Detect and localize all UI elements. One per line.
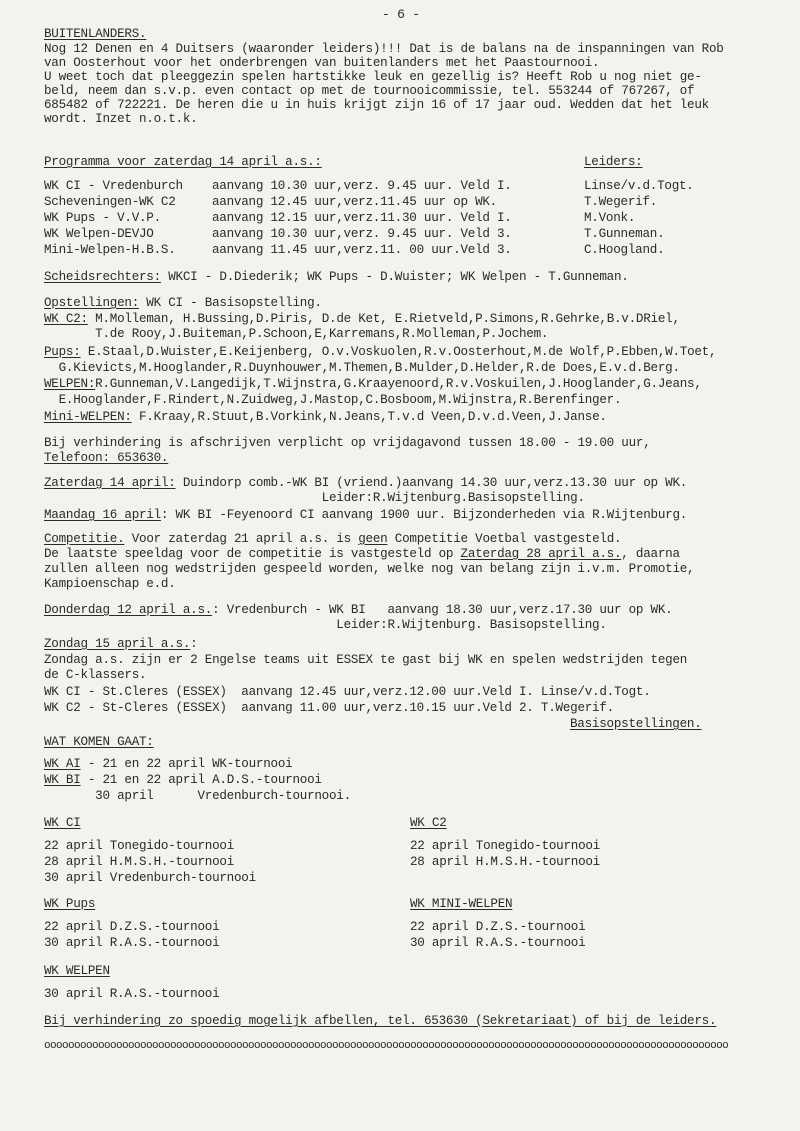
opstelling-c2: [44, 312, 680, 326]
basisopstellingen: Basisopstellingen.: [570, 717, 702, 731]
programma-team: Mini-Welpen-H.B.S.: [44, 243, 176, 257]
programma-team: WK CI - Vredenburch: [44, 179, 183, 193]
programma-time: aanvang 11.45 uur,verz.11. 00 uur.Veld 3.: [212, 243, 512, 257]
buitenlanders-line: Nog 12 Denen en 4 Duitsers (waaronder leiders)!!! Dat is de balans na de inspanningen van Rob: [44, 42, 724, 56]
programma-heading: Programma voor zaterdag 14 april a.s.:: [44, 155, 322, 169]
mini-players: F.Kraay,R.Stuut,B.Vorkink,N.Jeans,T.v.d Veen,D.v.d.Veen,J.Janse.: [131, 410, 607, 424]
maandag-line: [44, 508, 687, 522]
competitie-line: [44, 532, 621, 546]
leiders-heading: Leiders:: [584, 155, 643, 169]
c2-players: M.Molleman, H.Bussing,D.Piris, D.de Ket, E.Rietveld,P.Simons,R.Gehrke,B.v.DRiel,: [87, 312, 680, 326]
wk-bi-line: 30 april Vredenburch-tournooi.: [44, 789, 351, 803]
maandag-label: Maandag 16 april: [44, 508, 161, 522]
opstellingen-line: [44, 296, 322, 310]
programma-team: WK Welpen-DEVJO: [44, 227, 154, 241]
tournament-item: 30 april R.A.S.-tournooi: [44, 936, 220, 950]
zaterdag-text: Duindorp comb.-WK BI (vriend.)aanvang 14.30 uur,verz.13.30 uur op WK.: [175, 476, 688, 490]
telefoon: Telefoon: 653630.: [44, 451, 169, 465]
opstellingen-text: WK CI - Basisopstelling.: [139, 296, 322, 310]
zondag-line: WK C2 - St-Cleres (ESSEX) aanvang 11.00 uur,verz.10.15 uur.Veld 2. T.Wegerif.: [44, 701, 614, 715]
footer-note: Bij verhindering zo spoedig mogelijk afbellen, tel. 653630 (Sekretariaat) of bij de leiders.: [44, 1014, 717, 1028]
programma-team: Scheveningen-WK C2: [44, 195, 176, 209]
competitie-line: zullen alleen nog wedstrijden gespeeld worden, welke nog van belang zijn i.v.m. Promotie,: [44, 562, 695, 576]
competitie-date: Zaterdag 28 april a.s.: [460, 547, 622, 561]
buitenlanders-line: wordt. Inzet n.o.t.k.: [44, 112, 198, 126]
programma-time: aanvang 10.30 uur,verz. 9.45 uur. Veld 3.: [212, 227, 512, 241]
opstelling-pups: [44, 345, 716, 359]
maandag-text: : WK BI -Feyenoord CI aanvang 1900 uur. Bijzonderheden via R.Wijtenburg.: [160, 508, 688, 522]
c2-heading: WK C2: [410, 816, 447, 830]
buitenlanders-line: U weet toch dat pleeggezin spelen hartstikke leuk en gezellig is? Heeft Rob u nog niet ge-: [44, 70, 702, 84]
zondag-line: Zondag a.s. zijn er 2 Engelse teams uit ESSEX te gast bij WK en spelen wedstrijden tegen: [44, 653, 688, 667]
mini-heading: WK MINI-WELPEN: [410, 897, 513, 911]
mini-label: Mini-WELPEN:: [44, 410, 132, 424]
competitie-text: Voor zaterdag 21 april a.s. is: [124, 532, 359, 546]
programma-leader: T.Gunneman.: [584, 227, 665, 241]
programma-time: aanvang 12.45 uur,verz.11.45 uur op WK.: [212, 195, 497, 209]
competitie-text: , daarna: [621, 547, 680, 561]
zondag-colon: :: [190, 637, 198, 651]
verhindering-line: Bij verhindering is afschrijven verplicht op vrijdagavond tussen 18.00 - 19.00 uur,: [44, 436, 651, 450]
programma-team: WK Pups - V.V.P.: [44, 211, 161, 225]
zaterdag-line: [44, 476, 687, 490]
pups-players: E.Staal,D.Wuister,E.Keijenberg, O.v.Voskuolen,R.v.Oosterhout,M.de Wolf,P.Ebben,W.Toet,: [80, 345, 717, 359]
buitenlanders-heading: BUITENLANDERS.: [44, 27, 147, 41]
wat-komen-heading: WAT KOMEN GAAT:: [44, 735, 154, 749]
zaterdag-label: Zaterdag 14 april:: [44, 476, 176, 490]
ci-heading: WK CI: [44, 816, 81, 830]
tournament-item: 22 april D.Z.S.-tournooi: [410, 920, 586, 934]
opstelling-welpen: [44, 377, 702, 391]
donderdag-label: Donderdag 12 april a.s.: [44, 603, 213, 617]
welpen-players: E.Hooglander,F.Rindert,N.Zuidweg,J.Mastop,C.Bosboom,M.Wijnstra,R.Berenfinger.: [44, 393, 622, 407]
zondag-label: Zondag 15 april a.s.: [44, 637, 191, 651]
competitie-label: Competitie.: [44, 532, 125, 546]
tournament-item: 30 april Vredenburch-tournooi: [44, 871, 256, 885]
competitie-line: Kampioenschap e.d.: [44, 577, 176, 591]
scheidsrechters-line: [44, 270, 629, 284]
wk-bi-label: WK BI: [44, 773, 81, 787]
pups-label: Pups:: [44, 345, 81, 359]
zondag-heading: [44, 637, 197, 651]
welpen-players: R.Gunneman,V.Langedijk,T.Wijnstra,G.Kraayenoord,R.v.Voskuilen,J.Hooglander,G.Jeans,: [95, 377, 702, 391]
pups-players: G.Kievicts,M.Hooglander,R.Duynhouwer,M.Themen,B.Mulder,D.Helder,R.de Does,E.v.d.Berg.: [44, 361, 680, 375]
tournament-item: 28 april H.M.S.H.-tournooi: [44, 855, 234, 869]
wk-bi-line: [44, 773, 322, 787]
c2-label: WK C2:: [44, 312, 88, 326]
zondag-line: WK CI - St.Cleres (ESSEX) aanvang 12.45 uur,verz.12.00 uur.Veld I. Linse/v.d.Togt.: [44, 685, 651, 699]
buitenlanders-line: beld, neem dan s.v.p. even contact op met de tournooicommissie, tel. 553244 of 767267, of: [44, 84, 695, 98]
tournament-item: 28 april H.M.S.H.-tournooi: [410, 855, 600, 869]
programma-leader: T.Wegerif.: [584, 195, 658, 209]
wk-ai-text: - 21 en 22 april WK-tournooi: [80, 757, 293, 771]
opstelling-mini: [44, 410, 607, 424]
zaterdag-leider: Leider:R.Wijtenburg.Basisopstelling.: [44, 491, 585, 505]
c2-players: T.de Rooy,J.Buiteman,P.Schoon,E,Karremans,R.Molleman,P.Jochem.: [44, 327, 549, 341]
tournament-item: 30 april R.A.S.-tournooi: [44, 987, 220, 1001]
competitie-text: Competitie Voetbal vastgesteld.: [387, 532, 622, 546]
programma-time: aanvang 12.15 uur,verz.11.30 uur. Veld I.: [212, 211, 512, 225]
competitie-line: [44, 547, 680, 561]
donderdag-text: : Vredenburch - WK BI aanvang 18.30 uur,verz.17.30 uur op WK.: [212, 603, 673, 617]
footer-rule: oooooooooooooooooooooooooooooooooooooooooooooooooooooooooooooooooooooooooooooooooooooooooooooooooooooooooooooooooo: [44, 1040, 729, 1052]
wk-ai-label: WK AI: [44, 757, 81, 771]
pups-heading: WK Pups: [44, 897, 96, 911]
tournament-item: 22 april Tonegido-tournooi: [44, 839, 234, 853]
wk-bi-text: - 21 en 22 april A.D.S.-tournooi: [80, 773, 322, 787]
tournament-item: 22 april Tonegido-tournooi: [410, 839, 600, 853]
tournament-item: 30 april R.A.S.-tournooi: [410, 936, 586, 950]
competitie-text: De laatste speeldag voor de competitie is vastgesteld op: [44, 547, 461, 561]
donderdag-line: [44, 603, 672, 617]
page-number: - 6 -: [382, 7, 420, 22]
geen-word: geen: [358, 532, 388, 546]
scheidsrechters-text: WKCI - D.Diederik; WK Pups - D.Wuister; WK Welpen - T.Gunneman.: [160, 270, 629, 284]
buitenlanders-line: 685482 of 722221. De heren die u in huis krijgt zijn 16 of 17 jaar oud. Wedden dat het leuk: [44, 98, 709, 112]
welpen-label: WELPEN:: [44, 377, 96, 391]
wk-ai-line: [44, 757, 292, 771]
donderdag-leider: Leider:R.Wijtenburg. Basisopstelling.: [44, 618, 607, 632]
programma-leader: Linse/v.d.Togt.: [584, 179, 694, 193]
programma-leader: M.Vonk.: [584, 211, 636, 225]
welpen-heading: WK WELPEN: [44, 964, 110, 978]
zondag-line: de C-klassers.: [44, 668, 147, 682]
opstellingen-label: Opstellingen:: [44, 296, 139, 310]
scheidsrechters-label: Scheidsrechters:: [44, 270, 161, 284]
programma-time: aanvang 10.30 uur,verz. 9.45 uur. Veld I.: [212, 179, 512, 193]
tournament-item: 22 april D.Z.S.-tournooi: [44, 920, 220, 934]
programma-leader: C.Hoogland.: [584, 243, 665, 257]
buitenlanders-line: van Oosterhout voor het onderbrengen van buitenlanders met het Paastournooi.: [44, 56, 600, 70]
